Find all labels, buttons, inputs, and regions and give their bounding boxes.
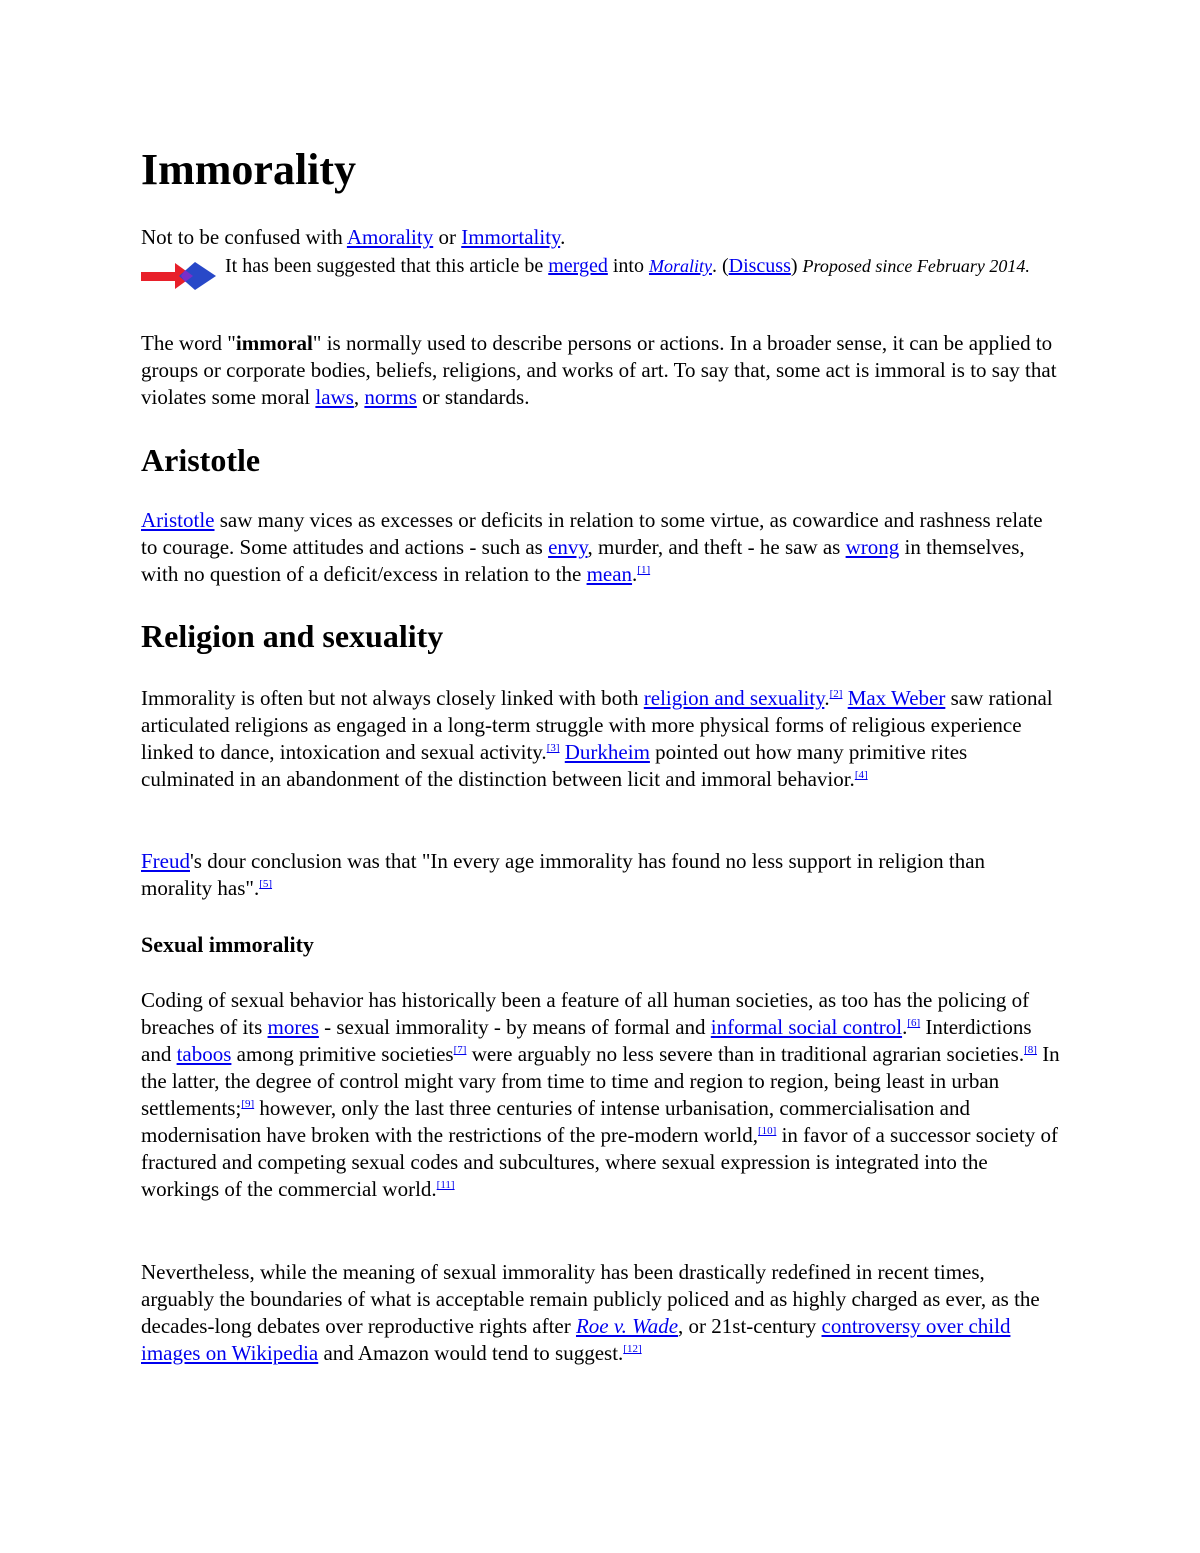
citation-7[interactable]: [7] — [453, 1044, 467, 1056]
sexual-text-9: in favor of a successor society of fractured and competing sexual codes and subcultures, where sexual expression is integrated into the workings of the commercial world. — [141, 1123, 1058, 1201]
merge-proposed-date: Proposed since February 2014. — [802, 256, 1030, 276]
link-mean[interactable]: mean — [586, 562, 633, 586]
sexual-text-1: Coding of sexual behavior has historically been a feature of all human societies, as too has the policing of breaches of its — [141, 988, 1030, 1039]
citation-8[interactable]: [8] — [1024, 1044, 1037, 1056]
hatnote-suffix: . — [560, 225, 566, 249]
hatnote-mid: or — [433, 225, 462, 249]
link-laws[interactable]: laws — [315, 385, 354, 409]
religion-text-2: . — [824, 686, 830, 710]
heading-religion-and-sexuality: Religion and sexuality — [141, 618, 444, 654]
link-religion-and-sexuality[interactable]: religion and sexuality — [643, 686, 825, 710]
link-norms[interactable]: norms — [364, 385, 417, 409]
merge-text-3: . ( — [711, 255, 729, 277]
link-roe-v-wade[interactable] — [576, 1314, 678, 1338]
sexual-text-5: among primitive societies — [231, 1042, 454, 1066]
citation-12[interactable]: [12] — [623, 1343, 642, 1355]
religion-text-6: pointed out how many primitive rites culminated in an abandonment of the distinction between licit and immoral behavior. — [141, 740, 968, 791]
freud-text: 's dour conclusion was that "In every age immorality has found no less support in religion than morality has". — [141, 849, 986, 900]
religion-paragraph-2 — [141, 848, 1061, 902]
link-aristotle[interactable]: Aristotle — [141, 508, 215, 532]
citation-2[interactable]: [2] — [829, 688, 843, 700]
intro-paragraph — [141, 330, 1061, 411]
merge-text-2: into — [607, 255, 649, 277]
link-taboos[interactable]: taboos — [176, 1042, 232, 1066]
intro-bold-term: immoral — [235, 331, 313, 355]
intro-text-1: The word " — [141, 331, 236, 355]
intro-text-2: " is normally used to describe persons or actions. In a broader sense, it can be applied to groups or corporate bodies, beliefs, religions, and works of art. To say that, some act is immoral is to say that violates some moral — [141, 331, 1057, 409]
sexual-text-2: - sexual immorality - by means of formal and — [318, 1015, 711, 1039]
merge-arrow-icon — [141, 260, 217, 292]
merge-notice-text — [225, 254, 1055, 279]
aristotle-text-4: . — [632, 562, 638, 586]
link-morality[interactable] — [649, 255, 712, 277]
sexual-text-8: however, only the last three centuries of intense urbanisation, commercialisation and modernisation have broken with the restrictions of the pre-modern world, — [141, 1096, 971, 1147]
sexual-paragraph-1 — [141, 987, 1061, 1203]
citation-11[interactable]: [11] — [436, 1179, 455, 1191]
intro-text-3: , — [353, 385, 365, 409]
hatnote — [141, 223, 1061, 251]
hatnote-prefix: Not to be confused with — [141, 225, 347, 249]
link-mores[interactable]: mores — [267, 1015, 319, 1039]
link-merged[interactable]: merged — [548, 255, 608, 277]
heading-aristotle: Aristotle — [141, 442, 261, 478]
link-durkheim[interactable]: Durkheim — [564, 740, 650, 764]
religion-paragraph-1 — [141, 685, 1061, 793]
link-wrong[interactable]: wrong — [845, 535, 900, 559]
link-controversy[interactable]: controversy over child images on Wikipedia — [141, 1314, 1011, 1365]
citation-3[interactable]: [3] — [546, 742, 560, 754]
link-morality-label: Morality — [648, 256, 712, 276]
merge-text-1: It has been suggested that this article be — [225, 255, 549, 277]
religion-text-1: Immorality is often but not always closely linked with both — [141, 686, 644, 710]
sexual-text-7: In the latter, the degree of control might vary from time to time and region to region, being least in urban settlements; — [141, 1042, 1060, 1120]
sexual-paragraph-2 — [141, 1259, 1061, 1367]
heading-sexual-immorality: Sexual immorality — [141, 932, 314, 957]
citation-1[interactable]: [1] — [637, 564, 651, 576]
citation-6[interactable]: [6] — [907, 1017, 921, 1029]
aristotle-text-2: , murder, and theft - he saw as — [587, 535, 846, 559]
link-informal-social-control[interactable]: informal social control — [710, 1015, 903, 1039]
aristotle-text-1: saw many vices as excesses or deficits in relation to some virtue, as cowardice and rashness relate to courage. Some attitudes and actions - such as — [141, 508, 1043, 559]
intro-text-4: or standards. — [416, 385, 530, 409]
merge-text-4: ) — [790, 255, 803, 277]
page-title: Immorality — [141, 145, 357, 194]
citation-4[interactable]: [4] — [854, 769, 868, 781]
sexual-text-6: were arguably no less severe than in traditional agrarian societies. — [466, 1042, 1025, 1066]
citation-5[interactable]: [5] — [259, 878, 273, 890]
sexual-p2-text-3: and Amazon would tend to suggest. — [318, 1341, 624, 1365]
aristotle-paragraph — [141, 507, 1061, 588]
link-amorality[interactable]: Amorality — [346, 225, 434, 249]
link-roe-v-wade-label: Roe v. Wade — [575, 1314, 679, 1338]
sexual-text-3: . — [902, 1015, 908, 1039]
citation-10[interactable]: [10] — [758, 1125, 777, 1137]
link-max-weber[interactable]: Max Weber — [847, 686, 946, 710]
religion-text-4: saw rational articulated religions as engaged in a long-term struggle with more physical forms of religious experience linked to dance, intoxication and sexual activity. — [141, 686, 1053, 764]
link-discuss[interactable]: Discuss — [728, 255, 791, 277]
citation-9[interactable]: [9] — [241, 1098, 255, 1110]
link-envy[interactable]: envy — [548, 535, 588, 559]
sexual-text-4: Interdictions and — [141, 1015, 1032, 1066]
sexual-p2-text-2: , or 21st-century — [678, 1314, 822, 1338]
link-freud[interactable]: Freud — [141, 849, 190, 873]
aristotle-text-3: in themselves, with no question of a deficit/excess in relation to the — [141, 535, 1025, 586]
sexual-p2-text-1: Nevertheless, while the meaning of sexual immorality has been drastically redefined in recent times, arguably the boundaries of what is acceptable remain publicly policed and as highly charged as ever, as the decades-long debates over reproductive rights after — [141, 1260, 1040, 1338]
link-immortality[interactable]: Immortality — [461, 225, 561, 249]
